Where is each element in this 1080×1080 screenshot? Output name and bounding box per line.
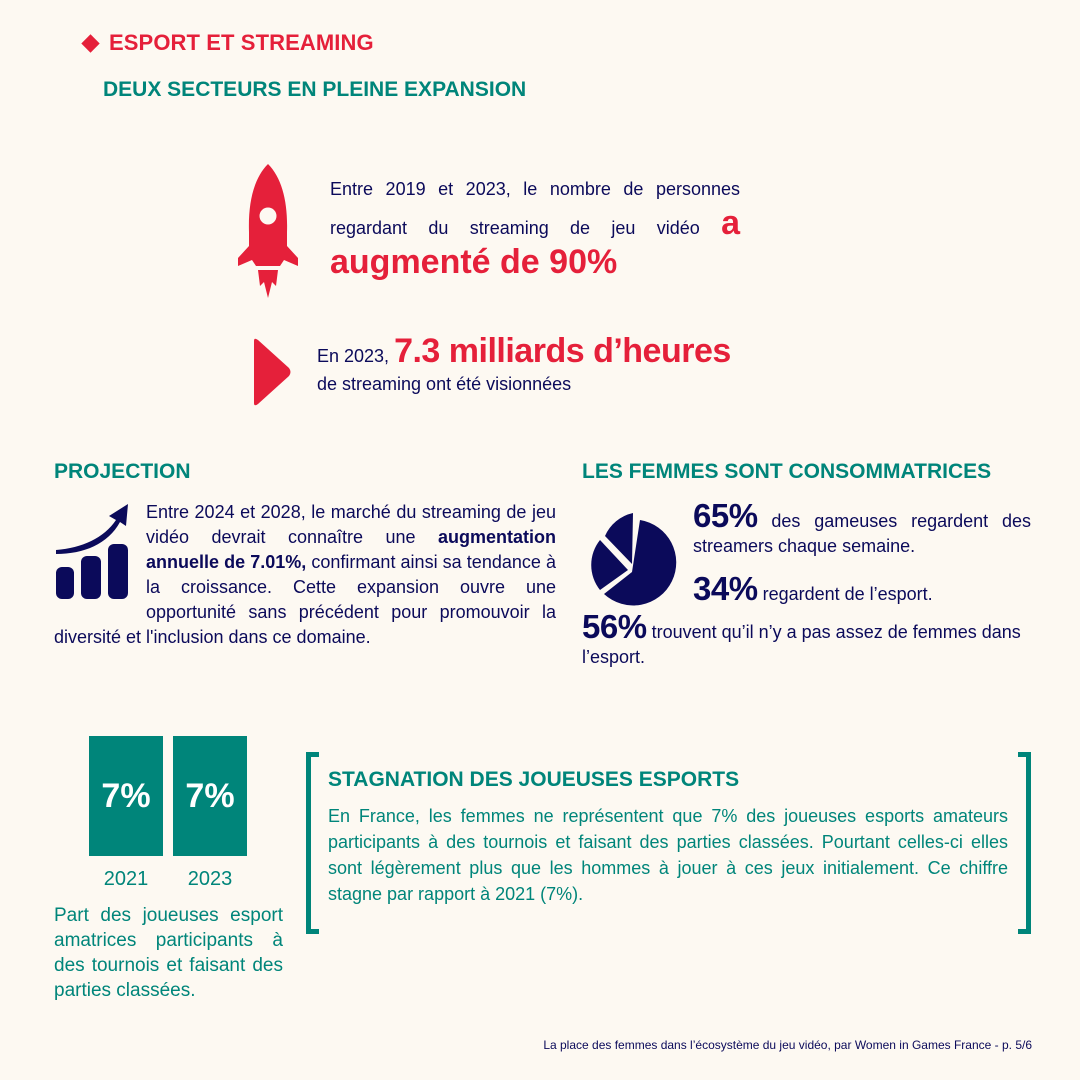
streaming-hours-prefix: En 2023, [317,346,390,366]
left-bracket [306,752,319,934]
streaming-hours-stat [317,332,777,397]
streaming-growth-stat [330,172,740,284]
stat-text: trouvent qu’il n’y a pas assez de femmes dans l’esport. [582,622,1021,667]
play-icon [250,337,292,407]
stagnation-title: STAGNATION DES JOUEUSES ESPORTS [328,768,740,791]
right-bracket [1018,752,1031,934]
year-label-2021: 2021 [103,868,149,890]
bars-caption: Part des joueuses esport amatrices participants à des tournois et faisant des parties classées. [54,905,283,1001]
stat-text: regardent de l’esport. [762,584,933,604]
growth-chart-icon [54,502,130,602]
stat-weekly-streamers [693,497,1031,559]
bar-2023: 7% [173,736,247,856]
section-title-text: ESPORT ET STREAMING [109,30,374,55]
stat-watch-esport [693,570,1031,607]
page-footer: La place des femmes dans l’écosystème du jeu vidéo, par Women in Games France - p. 5/6 [543,1038,1032,1052]
streaming-hours-suffix: de streaming ont été visionnées [317,374,572,394]
stat-not-enough-women [582,608,1034,670]
diamond-icon [81,34,99,52]
rocket-icon [236,162,300,300]
stat-value: 56% [582,608,647,645]
stat-text: des gameuses regardent des streamers chaque semaine. [693,511,1031,556]
women-consumers-title: LES FEMMES SONT CONSOMMATRICES [582,460,992,483]
streaming-growth-text: Entre 2019 et 2023, le nombre de personnes regardant du streaming de jeu vidéo [330,179,740,238]
projection-text [54,500,556,650]
stagnation-text: En France, les femmes ne représentent que 7% des joueuses esports amateurs participants à des tournois et faisant des parties classées. Pourtant celles-ci elles sont légèrement plus que les hommes à jouer à ces jeux initialement. Ce chiffre stagne par rapport à 2021 (7%). [328,806,1008,904]
projection-text-before: Entre 2024 et 2028, le marché du streaming de jeu vidéo devrait connaître une [146,502,556,547]
section-title [84,30,374,56]
bar-2021: 7% [89,736,163,856]
year-label-2023: 2023 [187,868,233,890]
stat-value: 34% [693,570,758,607]
projection-text-after: confirmant ainsi sa tendance à la croissance. Cette expansion ouvre une opportunité sans précédent pour promouvoir la diversité et l'inclusion dans ce domaine. [54,552,556,647]
page-subtitle: DEUX SECTEURS EN PLEINE EXPANSION [103,78,527,101]
pie-chart-icon [588,510,684,606]
streaming-hours-highlight: 7.3 milliards d’heures [394,332,731,370]
stat-value: 65% [693,497,758,534]
projection-title: PROJECTION [54,460,191,483]
projection-text-bold: augmentation annuelle de 7.01%, [146,527,556,572]
streaming-growth-highlight: a augmenté de 90% [330,204,740,281]
